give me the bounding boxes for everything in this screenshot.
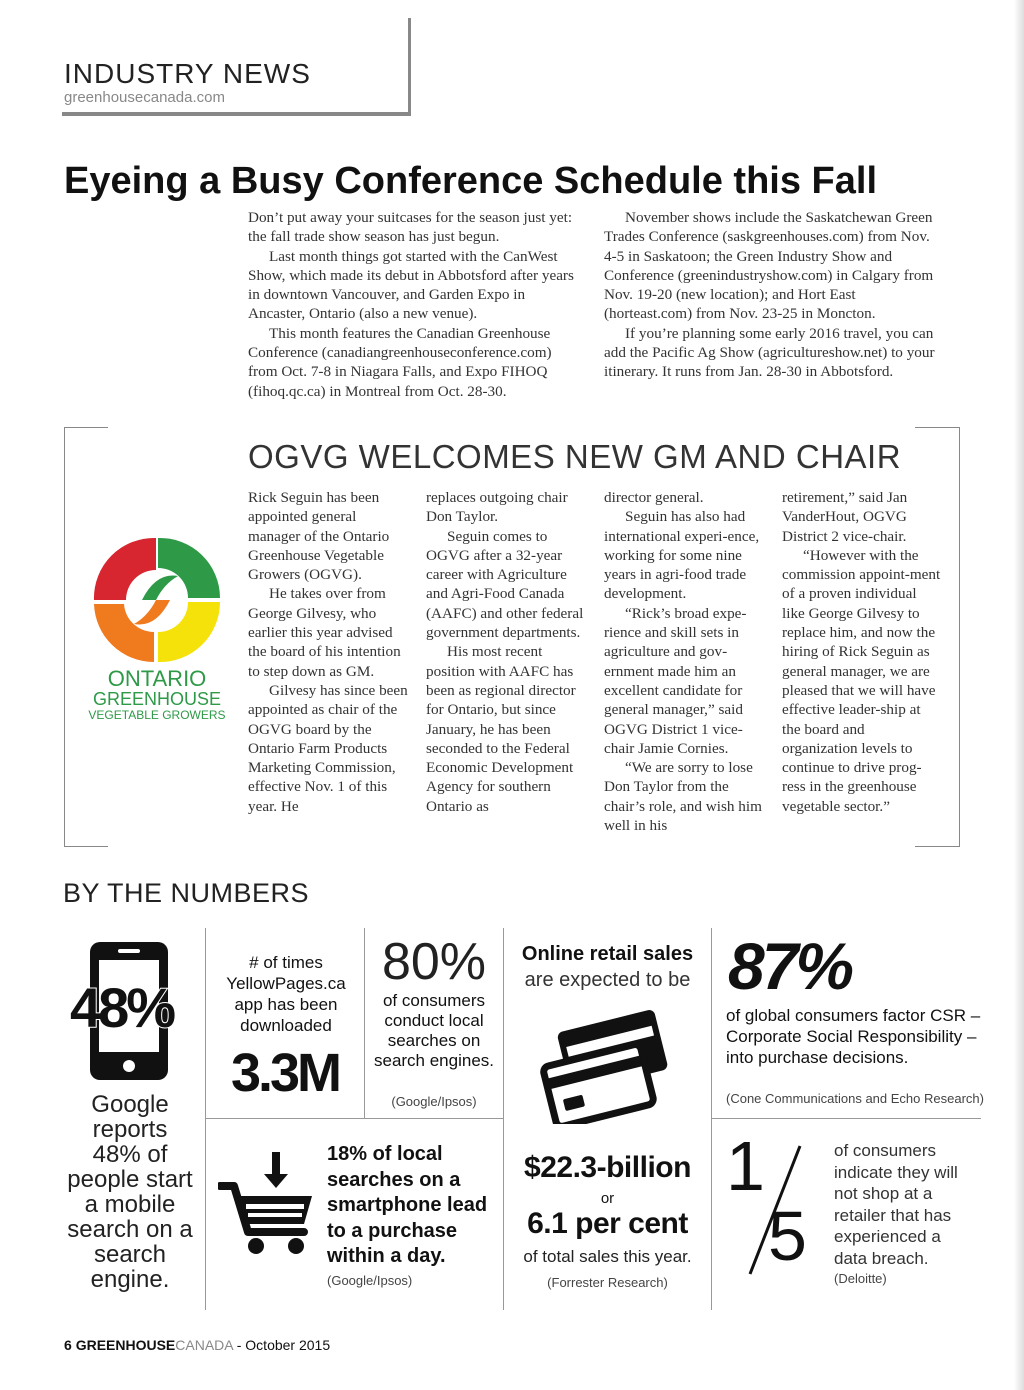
- paragraph: Seguin comes to OGVG after a 32-year career with Agriculture and Agri-Food Canada (AAFC) and other federal government departments.: [426, 527, 584, 642]
- stat-80-percent: 80%: [381, 933, 487, 991]
- header-rule-horizontal: [62, 112, 411, 116]
- article2-column-4: [782, 488, 942, 816]
- paragraph: Gilvesy has since been appointed as chair of the OGVG board by the Ontario Farm Products Marketing Commission, effective Nov. 1 of this year. He: [248, 681, 408, 815]
- page-number: 6: [64, 1337, 72, 1353]
- paragraph: Don’t put away your suitcases for the season just yet: the fall trade show season has just begun.: [248, 209, 573, 246]
- paragraph: “However with the commission appoint-ment of a proven individual like George Gilvesy to replace him, and now the hiring of Rick Seguin as general manager, we are pleased that we will have effective leader-ship at the board and organization levels to continue to drive prog-ress in the greenhouse vegetable sector.”: [782, 546, 941, 815]
- paragraph: director general.: [604, 489, 704, 506]
- retail-source: (Forrester Research): [547, 1275, 668, 1290]
- box-border: [915, 846, 960, 847]
- paragraph: retirement,” said Jan VanderHout, OGVG District 2 vice-chair.: [782, 489, 908, 545]
- stat-87-source: (Cone Communications and Echo Research): [726, 1091, 984, 1106]
- stat-48-percent: 48%: [70, 976, 174, 1039]
- stat-80-description: of consumers conduct local searches on search engines.: [373, 991, 495, 1070]
- footer: [64, 1337, 330, 1353]
- box-border: [64, 427, 108, 428]
- paragraph: Last month things got started with the CanWest Show, which made its debut in Abbotsford after years in downtown Vancouver, and Garden Expo in Ancaster, Ontario (also a new venue).: [248, 247, 574, 323]
- magazine-name-bold: GREENHOUSE: [75, 1337, 176, 1353]
- grid-divider: [205, 928, 206, 1310]
- article2-title: OGVG WELCOMES NEW GM AND CHAIR: [248, 438, 902, 475]
- grid-divider: [711, 1118, 981, 1119]
- paragraph: His most recent position with AAFC has been as regional director for Ontario, but since January, he has been seconded to the Federal Economic Development Agency for southern Ontario as: [426, 643, 576, 815]
- stat-22-3-billion: $22.3-billion: [524, 1151, 691, 1184]
- paragraph: He takes over from George Gilvesy, who earlier this year advised the board of his intention to step down as GM.: [248, 585, 401, 680]
- logo-text-vegetable-growers: VEGETABLE GROWERS: [88, 708, 226, 722]
- paragraph: This month features the Canadian Greenhouse Conference (canadiangreenhouseconference.com) from Oct. 7-8 in Niagara Falls, and Expo FIHOQ (fihoq.qc.ca) in Montreal from Oct. 28-30.: [248, 324, 552, 400]
- local-search-description: 18% of local searches on a smartphone lead to a purchase within a day.: [327, 1143, 488, 1267]
- grid-divider: [711, 928, 712, 1310]
- paragraph: Seguin has also had international experi-ence, working for some nine years in agri-food trade development.: [604, 508, 760, 603]
- article1-column-2: [604, 208, 938, 382]
- fraction-denominator: 5: [768, 1197, 807, 1275]
- stat-3-3m: 3.3M: [230, 1043, 340, 1103]
- stat-80-source: (Google/Ipsos): [391, 1094, 477, 1109]
- article1-column-1: [248, 208, 584, 401]
- article2-column-2: [426, 488, 586, 816]
- box-border: [915, 427, 960, 428]
- grid-divider: [503, 928, 504, 1310]
- magazine-name-light: CANADA: [175, 1337, 233, 1353]
- breach-source: (Deloitte): [834, 1271, 887, 1286]
- site-url[interactable]: greenhousecanada.com: [64, 89, 225, 106]
- page-edge-shadow: [1014, 0, 1024, 1390]
- shopping-cart-icon: [218, 1152, 314, 1256]
- article2-column-3: [604, 488, 762, 835]
- box-border: [64, 846, 108, 847]
- retail-heading-bold: Online retail sales: [521, 943, 694, 965]
- issue-date: - October 2015: [236, 1337, 331, 1353]
- retail-heading: are expected to be: [524, 969, 691, 991]
- header-rule-vertical: [408, 18, 411, 116]
- stat-48-description: Google reports 48% of people start a mobile search on a search engine.: [67, 1091, 193, 1293]
- logo-text-greenhouse: GREENHOUSE: [92, 689, 222, 709]
- box-border: [64, 427, 65, 847]
- grid-divider: [205, 1118, 503, 1119]
- box-border: [959, 427, 960, 847]
- retail-or: or: [600, 1190, 615, 1207]
- article2-column-1: [248, 488, 408, 816]
- paragraph: Rick Seguin has been appointed general manager of the Ontario Greenhouse Vegetable Growers (OGVG).: [248, 489, 390, 584]
- grid-divider: [364, 928, 365, 1118]
- ogvg-logo-icon: [86, 532, 226, 668]
- stat-6-1-per-cent: 6.1 per cent: [527, 1207, 688, 1240]
- breach-description: of consumers indicate they will not shop at a retailer that has experienced a data breach.: [834, 1141, 958, 1268]
- retail-description: of total sales this year.: [523, 1247, 692, 1266]
- numbers-section-title: BY THE NUMBERS: [63, 878, 310, 908]
- section-title: INDUSTRY NEWS: [64, 58, 311, 89]
- article-title: Eyeing a Busy Conference Schedule this Fall: [64, 160, 878, 202]
- stat-87-percent: 87%: [728, 929, 852, 1003]
- logo-text-ontario: ONTARIO: [107, 666, 207, 691]
- credit-cards-icon: [536, 1008, 676, 1124]
- local-search-source: (Google/Ipsos): [327, 1273, 413, 1288]
- paragraph: “We are sorry to lose Don Taylor from the chair’s role, and wish him well in his: [604, 759, 762, 835]
- stat-87-description: of global consumers factor CSR – Corporate Social Responsibility – into purchase decisions.: [726, 1006, 981, 1067]
- paragraph: If you’re planning some early 2016 travel, you can add the Pacific Ag Show (agricultureshow.net) to your itinerary. It runs from Jan. 28-30 in Abbotsford.: [604, 324, 935, 381]
- paragraph: November shows include the Saskatchewan Green Trades Conference (saskgreenhouses.com) from Nov. 4-5 in Saskatoon; the Green Industry Show and Conference (greenindustryshow.com) in Calgary from Nov. 19-20 (new location); and Hort East (horteast.com) from Nov. 23-25 in Moncton.: [604, 209, 934, 323]
- fraction-numerator: 1: [726, 1127, 765, 1205]
- yellowpages-description: # of times YellowPages.ca app has been downloaded: [226, 953, 346, 1035]
- paragraph: “Rick’s broad expe-rience and skill sets in agriculture and gov-ernment made him an excellent candidate for general manager,” said OGVG District 1 vice-chair Jamie Cornies.: [604, 604, 747, 757]
- paragraph: replaces outgoing chair Don Taylor.: [426, 489, 568, 526]
